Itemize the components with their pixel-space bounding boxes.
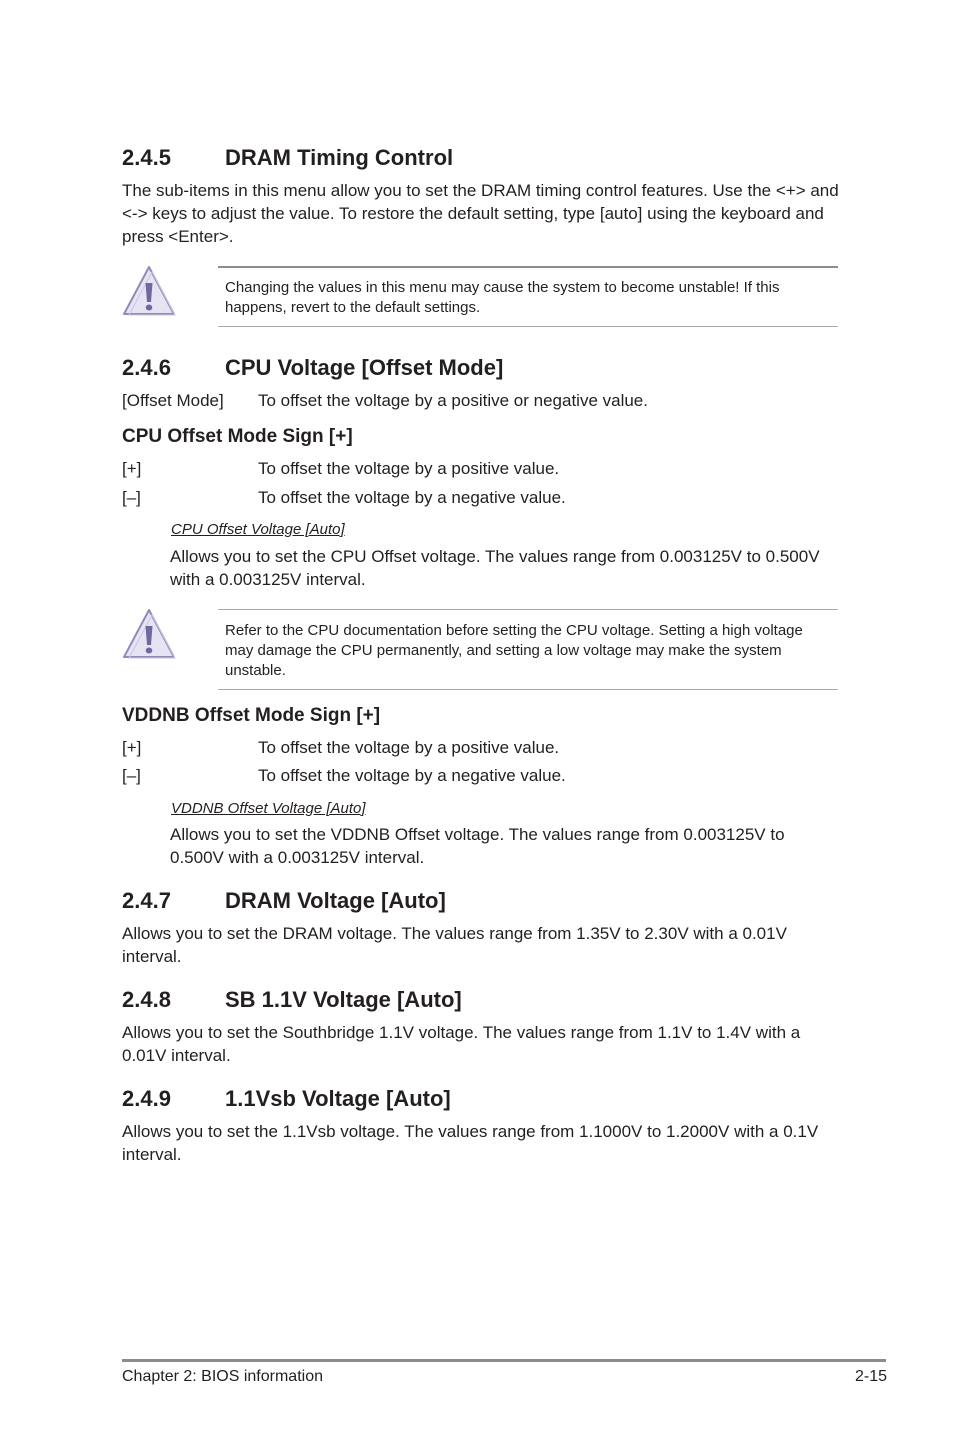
section-title: SB 1.1V Voltage [Auto] bbox=[225, 987, 462, 1012]
section-title: CPU Voltage [Offset Mode] bbox=[225, 355, 504, 380]
section-number: 2.4.7 bbox=[122, 888, 171, 913]
section-2-4-7-heading bbox=[122, 888, 822, 914]
section-title: DRAM Timing Control bbox=[225, 145, 454, 170]
cpu-offset-voltage-label: CPU Offset Voltage [Auto] bbox=[171, 521, 345, 538]
section-number: 2.4.5 bbox=[122, 145, 171, 170]
section-2-4-9-heading bbox=[122, 1086, 822, 1112]
option-description: To offset the voltage by a positive or negative value. bbox=[258, 391, 648, 410]
vddnb-offset-sign-heading: VDDNB Offset Mode Sign [+] bbox=[122, 705, 381, 726]
section-2-4-9-body: Allows you to set the 1.1Vsb voltage. The values range from 1.1000V to 1.2000V with a 0.1V interval. bbox=[122, 1122, 819, 1164]
caution-icon bbox=[122, 607, 176, 661]
section-2-4-7-body: Allows you to set the DRAM voltage. The values range from 1.35V to 2.30V with a 0.01V interval. bbox=[122, 924, 787, 966]
vddnb-offset-voltage-desc: Allows you to set the VDDNB Offset voltage. The values range from 0.003125V to 0.500V with a 0.003125V interval. bbox=[170, 825, 785, 867]
section-number: 2.4.9 bbox=[122, 1086, 171, 1111]
cpu-sign-minus-row bbox=[122, 486, 822, 509]
section-number: 2.4.6 bbox=[122, 355, 171, 380]
option-description: To offset the voltage by a positive value. bbox=[258, 738, 560, 757]
caution-note-text: Changing the values in this menu may cause the system to become unstable! If this happens, revert to the default settings. bbox=[225, 279, 780, 316]
option-description: To offset the voltage by a negative value. bbox=[258, 766, 566, 785]
section-2-4-8-body: Allows you to set the Southbridge 1.1V voltage. The values range from 1.1V to 1.4V with a 0.01V interval. bbox=[122, 1023, 801, 1065]
section-2-4-6-heading bbox=[122, 355, 822, 381]
section-2-4-5-heading bbox=[122, 145, 822, 171]
vddnb-sign-plus-row bbox=[122, 736, 822, 759]
cpu-sign-plus-row bbox=[122, 457, 822, 480]
section-title: 1.1Vsb Voltage [Auto] bbox=[225, 1086, 451, 1111]
section-number: 2.4.8 bbox=[122, 987, 171, 1012]
footer-page-number: 2-15 bbox=[854, 1368, 887, 1385]
section-2-4-5-body: The sub-items in this menu allow you to set the DRAM timing control features. Use the <+> and <-> keys to adjust the value. To restore the default setting, type [auto] using the keyboard and press <Enter>. bbox=[122, 181, 839, 246]
caution-top-rule bbox=[218, 609, 838, 610]
cpu-offset-sign-heading: CPU Offset Mode Sign [+] bbox=[122, 426, 353, 447]
option-key: [–] bbox=[122, 766, 141, 785]
cpu-offset-voltage-desc: Allows you to set the CPU Offset voltage. The values range from 0.003125V to 0.500V with a 0.003125V interval. bbox=[170, 547, 820, 589]
caution-icon bbox=[122, 264, 176, 318]
section-2-4-8-heading bbox=[122, 987, 822, 1013]
vddnb-sign-minus-row bbox=[122, 764, 822, 787]
option-key: [+] bbox=[122, 459, 142, 478]
caution-note-text: Refer to the CPU documentation before setting the CPU voltage. Setting a high voltage may damage the CPU permanently, and setting a low voltage may make the system unstable. bbox=[225, 622, 803, 679]
offset-mode-option-row bbox=[122, 389, 822, 412]
caution-bottom-rule bbox=[218, 689, 838, 690]
option-description: To offset the voltage by a negative value. bbox=[258, 488, 566, 507]
caution-bottom-rule bbox=[218, 326, 838, 327]
option-key: [Offset Mode] bbox=[122, 391, 224, 410]
section-title: DRAM Voltage [Auto] bbox=[225, 888, 446, 913]
caution-top-rule bbox=[218, 266, 838, 268]
option-key: [–] bbox=[122, 488, 141, 507]
footer-rule bbox=[122, 1359, 886, 1362]
footer-chapter: Chapter 2: BIOS information bbox=[122, 1368, 323, 1385]
vddnb-offset-voltage-label: VDDNB Offset Voltage [Auto] bbox=[171, 800, 366, 817]
option-description: To offset the voltage by a positive value. bbox=[258, 459, 560, 478]
option-key: [+] bbox=[122, 738, 142, 757]
